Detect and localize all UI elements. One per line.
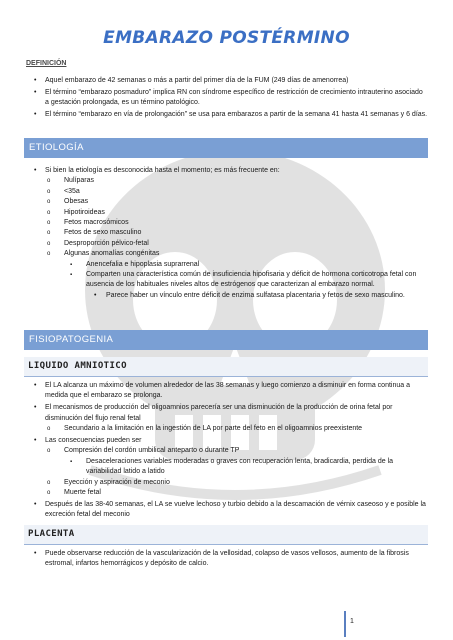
- mecanismo-text: El mecanismos de producción del oligoamnios parecería ser una disminución de la producción de orina fetal por disminución del flujo renal fetal: [45, 404, 393, 422]
- list-item: o <35a: [45, 187, 428, 197]
- list-item: o Fetos macrosómicos: [45, 218, 428, 228]
- list-item: • El LA alcanza un máximo de volumen alrededor de las 38 semanas y luego comienzo a disminuir en forma continua a medida que el embarazo se prolonga.: [32, 381, 428, 402]
- fisiopatogenia-heading: FISIOPATOGENIA: [24, 330, 428, 350]
- list-item: [45, 249, 428, 301]
- list-item: • Después de las 38-40 semanas, el LA se vuelve lechoso y turbio debido a la descamación de vérnix caseoso y e posible la excreción fetal del meconio: [32, 500, 428, 521]
- list-item: • El término “embarazo en vía de prolongación” se usa para embarazos a partir de la semana 41 hasta 41 semanas y 6 días.: [32, 110, 428, 120]
- etiologia-list: [32, 166, 428, 303]
- list-item: ▪ Desaceleraciones variables moderadas o graves con recuperación lenta, bradicardia, perdida de la variabilidad latido a latido: [64, 457, 428, 478]
- compresion-text: Compresión del cordón umbilical anteparto o durante TP: [64, 447, 240, 455]
- page-number-divider: [344, 611, 346, 637]
- anomalias-sublist: [64, 260, 428, 302]
- list-item: ▪ Anencefalia e hipoplasia suprarrenal: [64, 260, 428, 270]
- list-item: • Puede observarse reducción de la vascularización de la vellosidad, colapso de vasos vellosos, aumento de la fibrosis estromal, infartos hemorrágicos y depósito de calcio.: [32, 549, 428, 570]
- etiologia-sublist: [45, 176, 428, 301]
- list-item: [45, 446, 428, 477]
- list-item: o Desproporción pélvico-fetal: [45, 239, 428, 249]
- list-item: o Fetos de sexo masculino: [45, 228, 428, 238]
- sulfatasa-sublist: [86, 291, 428, 301]
- list-item: • Aquel embarazo de 42 semanas o más a partir del primer día de la FUM (249 días de amenorrea): [32, 76, 428, 86]
- list-item: o Eyección y aspiración de meconio: [45, 478, 428, 488]
- list-item: [32, 166, 428, 301]
- etiologia-intro: Si bien la etiología es desconocida hasta el momento; es más frecuente en:: [45, 167, 280, 174]
- list-item: o Hipotiroideas: [45, 208, 428, 218]
- list-item: o Secundario a la limitación en la ingestión de LA por parte del feto en el oligoamnios preexistente: [45, 424, 428, 434]
- mecanismo-sublist: [45, 424, 428, 434]
- insuficiencia-text: Comparten una característica común de insuficiencia hipofisaria y déficit de hormona corticotropa fetal con ausencia de los habituales niveles altos de estrógenos que caracterizan al embarazo normal.: [86, 271, 417, 289]
- placenta-heading: PLACENTA: [24, 525, 428, 545]
- list-item: o Obesas: [45, 197, 428, 207]
- definicion-label: DEFINICIÓN: [26, 60, 67, 67]
- etiologia-heading: ETIOLOGÍA: [24, 138, 428, 158]
- page-title: EMBARAZO POSTÉRMINO: [103, 28, 350, 48]
- consecuencias-sublist: [45, 446, 428, 498]
- anomalias-label: Algunas anomalías congénitas: [64, 250, 160, 258]
- liquido-list: [32, 381, 428, 522]
- page-number: 1: [350, 618, 354, 625]
- liquido-amniotico-heading: LIQUIDO AMNIOTICO: [24, 357, 428, 377]
- list-item: [32, 403, 428, 434]
- list-item: o Muerte fetal: [45, 488, 428, 498]
- list-item: [32, 436, 428, 498]
- list-item: o Nulíparas: [45, 176, 428, 186]
- definicion-list: [32, 76, 428, 122]
- consecuencias-text: Las consecuencias pueden ser: [45, 437, 142, 445]
- list-item: • El término “embarazo posmaduro” implica RN con síndrome específico de restricción de crecimiento intrauterino asociado a gestación prolongada, es un término patológico.: [32, 88, 428, 109]
- list-item: • Parece haber un vínculo entre déficit de enzima sulfatasa placentaria y fetos de sexo masculino.: [86, 291, 428, 301]
- placenta-list: [32, 549, 428, 571]
- compresion-sublist: [64, 457, 428, 478]
- list-item: [64, 270, 428, 301]
